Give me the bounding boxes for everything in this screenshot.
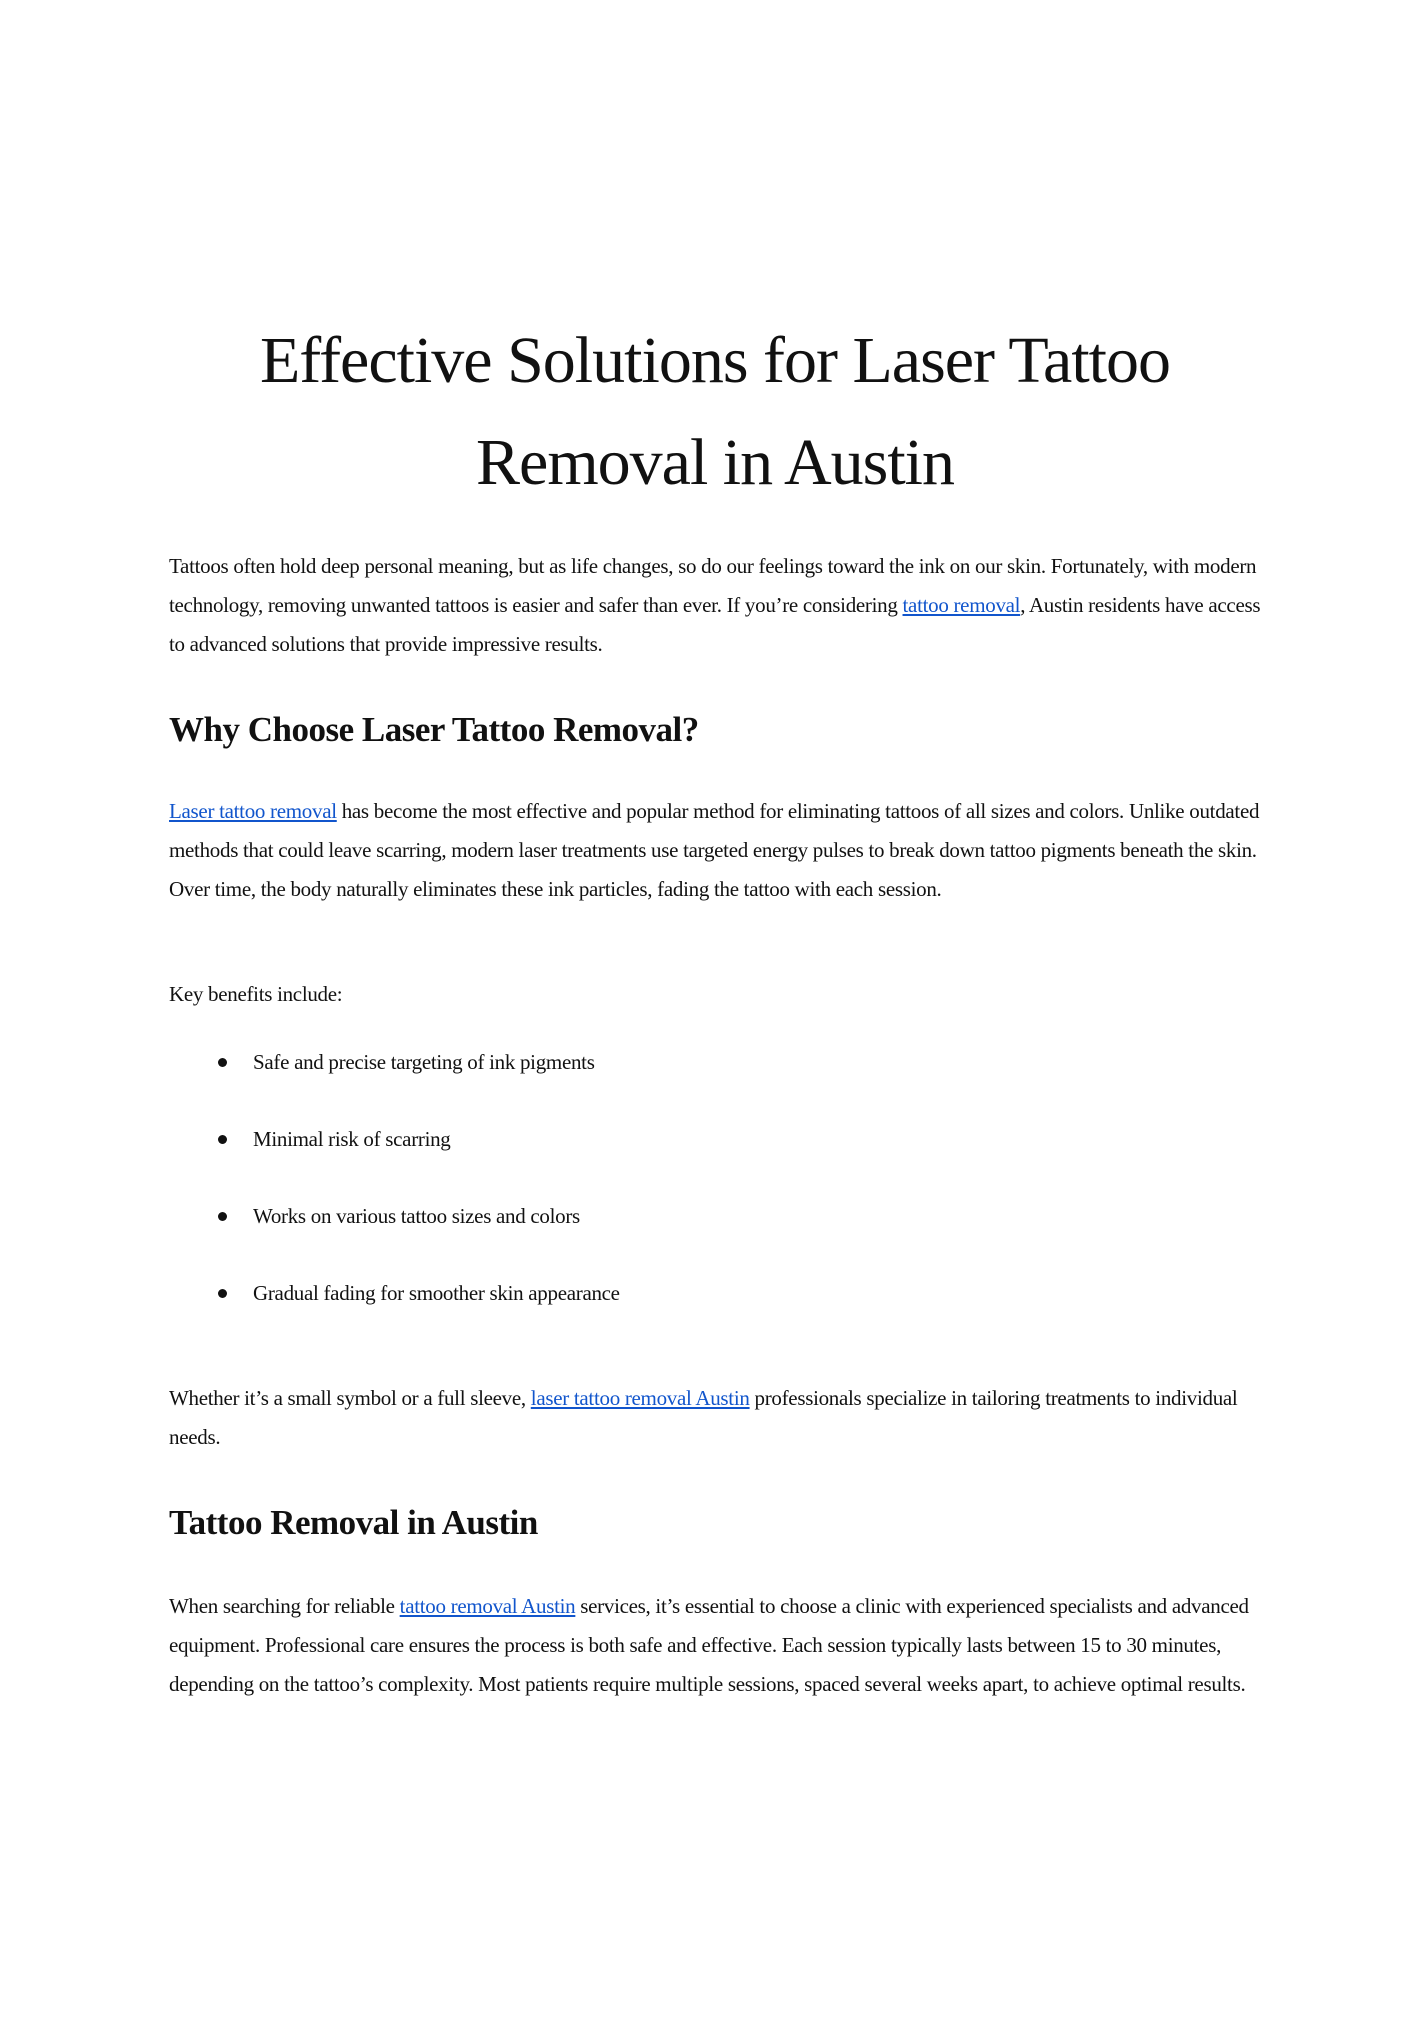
austin-paragraph	[169, 1587, 1261, 1704]
bullet-icon	[218, 1135, 227, 1144]
page-title: Effective Solutions for Laser Tattoo Removal in Austin	[259, 324, 1171, 499]
bullet-icon	[218, 1058, 227, 1067]
closing-text: Whether it’s a small symbol or a full sleeve,	[169, 1386, 531, 1410]
bullet-icon	[218, 1289, 227, 1298]
closing-text-end: professionals specialize in tailoring treatments to individual needs.	[169, 1386, 1238, 1449]
austin-text-end: services, it’s essential to choose a clinic with experienced specialists and advanced equipment. Professional care ensures the process is both safe and effective. Each session typically lasts between 15 to 30 minutes, depending on the tattoo’s complexity. Most patients require multiple sessions, spaced several weeks apart, to achieve optimal results.	[169, 1594, 1249, 1696]
tattoo-removal-austin-link[interactable]: tattoo removal Austin	[399, 1594, 576, 1618]
closing-paragraph	[169, 1379, 1261, 1457]
laser-paragraph-text: has become the most effective and popular method for eliminating tattoos of all sizes and colors. Unlike outdated methods that could leave scarring, modern laser treatments use targeted energy pulses to break down tattoo pigments beneath the skin. Over time, the body naturally eliminates these ink particles, fading the tattoo with each session.	[169, 799, 1260, 901]
laser-tattoo-removal-link[interactable]: Laser tattoo removal	[169, 799, 337, 823]
intro-text-end: , Austin residents have access to advanced solutions that provide impressive results.	[169, 593, 1261, 656]
tattoo-removal-link[interactable]: tattoo removal	[902, 593, 1021, 617]
section-heading-why: Why Choose Laser Tattoo Removal?	[169, 710, 699, 749]
list-item-text: Works on various tattoo sizes and colors	[253, 1204, 580, 1228]
section-heading-austin: Tattoo Removal in Austin	[169, 1503, 538, 1542]
laser-paragraph	[169, 792, 1261, 909]
intro-paragraph	[169, 547, 1261, 664]
list-item-text: Safe and precise targeting of ink pigments	[253, 1050, 595, 1074]
list-item-text: Minimal risk of scarring	[253, 1127, 451, 1151]
laser-tattoo-removal-austin-link[interactable]: laser tattoo removal Austin	[530, 1386, 750, 1410]
list-item-text: Gradual fading for smoother skin appearance	[253, 1281, 620, 1305]
bullet-icon	[218, 1212, 227, 1221]
benefits-intro: Key benefits include:	[169, 982, 343, 1006]
austin-text: When searching for reliable	[169, 1594, 400, 1618]
intro-text: Tattoos often hold deep personal meaning, but as life changes, so do our feelings toward the ink on our skin. Fortunately, with modern technology, removing unwanted tattoos is easier and safer than ever. If you’re considering	[169, 554, 1257, 617]
